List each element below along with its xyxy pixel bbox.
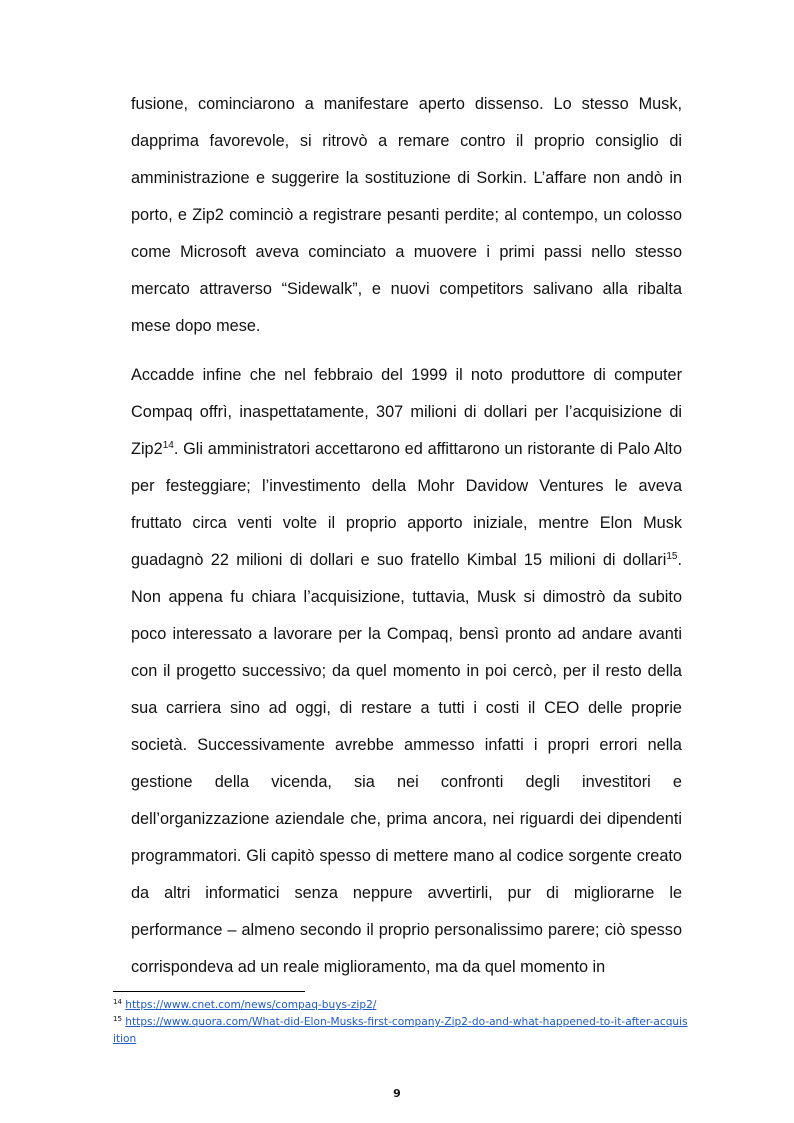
footnote-15-link[interactable]: https://www.quora.com/What-did-Elon-Musks-first-company-Zip2-do-and-what-happened-to-it-after-acquisition [113, 1016, 688, 1045]
footnote-ref-15[interactable]: 15 [666, 551, 678, 562]
paragraph-2 [131, 357, 682, 986]
footnote-14 [113, 997, 688, 1014]
footnote-ref-14[interactable]: 14 [162, 440, 174, 451]
footnote-14-link[interactable]: https://www.cnet.com/news/compaq-buys-zip2/ [125, 999, 377, 1011]
page-number: 9 [393, 1087, 401, 1100]
footnotes [113, 997, 688, 1048]
footnote-mark: 14 [113, 998, 122, 1006]
footnote-separator [113, 991, 305, 992]
body-text [131, 86, 682, 986]
footnote-mark: 15 [113, 1015, 122, 1023]
paragraph-2-part-2: . Gli amministratori accettarono ed affittarono un ristorante di Palo Alto per festeggiare; l’investimento della Mohr Davidow Ventures le aveva fruttato circa venti volte il proprio apporto iniziale, mentre Elon Musk guadagnò 22 milioni di dollari e suo fratello Kimbal 15 milioni di dollari [131, 440, 682, 569]
paragraph-2-part-1: Accadde infine che nel febbraio del 1999 il noto produttore di computer Compaq offrì, inaspettatamente, 307 milioni di dollari per l’acquisizione di Zip2 [131, 366, 682, 458]
footnote-15 [113, 1014, 688, 1048]
paragraph-2-part-3: . Non appena fu chiara l’acquisizione, tuttavia, Musk si dimostrò da subito poco interessato a lavorare per la Compaq, bensì pronto ad andare avanti con il progetto successivo; da quel momento in poi cercò, per il resto della sua carriera sino ad oggi, di restare a tutti i costi il CEO delle proprie società. Successivamente avrebbe ammesso infatti i propri errori nella gestione della vicenda, sia nei confronti degli investitori e dell’organizzazione aziendale che, prima ancora, nei riguardi dei dipendenti programmatori. Gli capitò spesso di mettere mano al codice sorgente creato da altri informatici senza neppure avvertirli, pur di migliorarne le performance – almeno secondo il proprio personalissimo parere; ciò spesso corrispondeva ad un reale miglioramento, ma da quel momento in [131, 551, 682, 976]
paragraph-1: fusione, cominciarono a manifestare aperto dissenso. Lo stesso Musk, dapprima favorevole, si ritrovò a remare contro il proprio consiglio di amministrazione e suggerire la sostituzione di Sorkin. L’affare non andò in porto, e Zip2 cominciò a registrare pesanti perdite; al contempo, un colosso come Microsoft aveva cominciato a muovere i primi passi nello stesso mercato attraverso “Sidewalk”, e nuovi competitors salivano alla ribalta mese dopo mese. [131, 95, 682, 335]
